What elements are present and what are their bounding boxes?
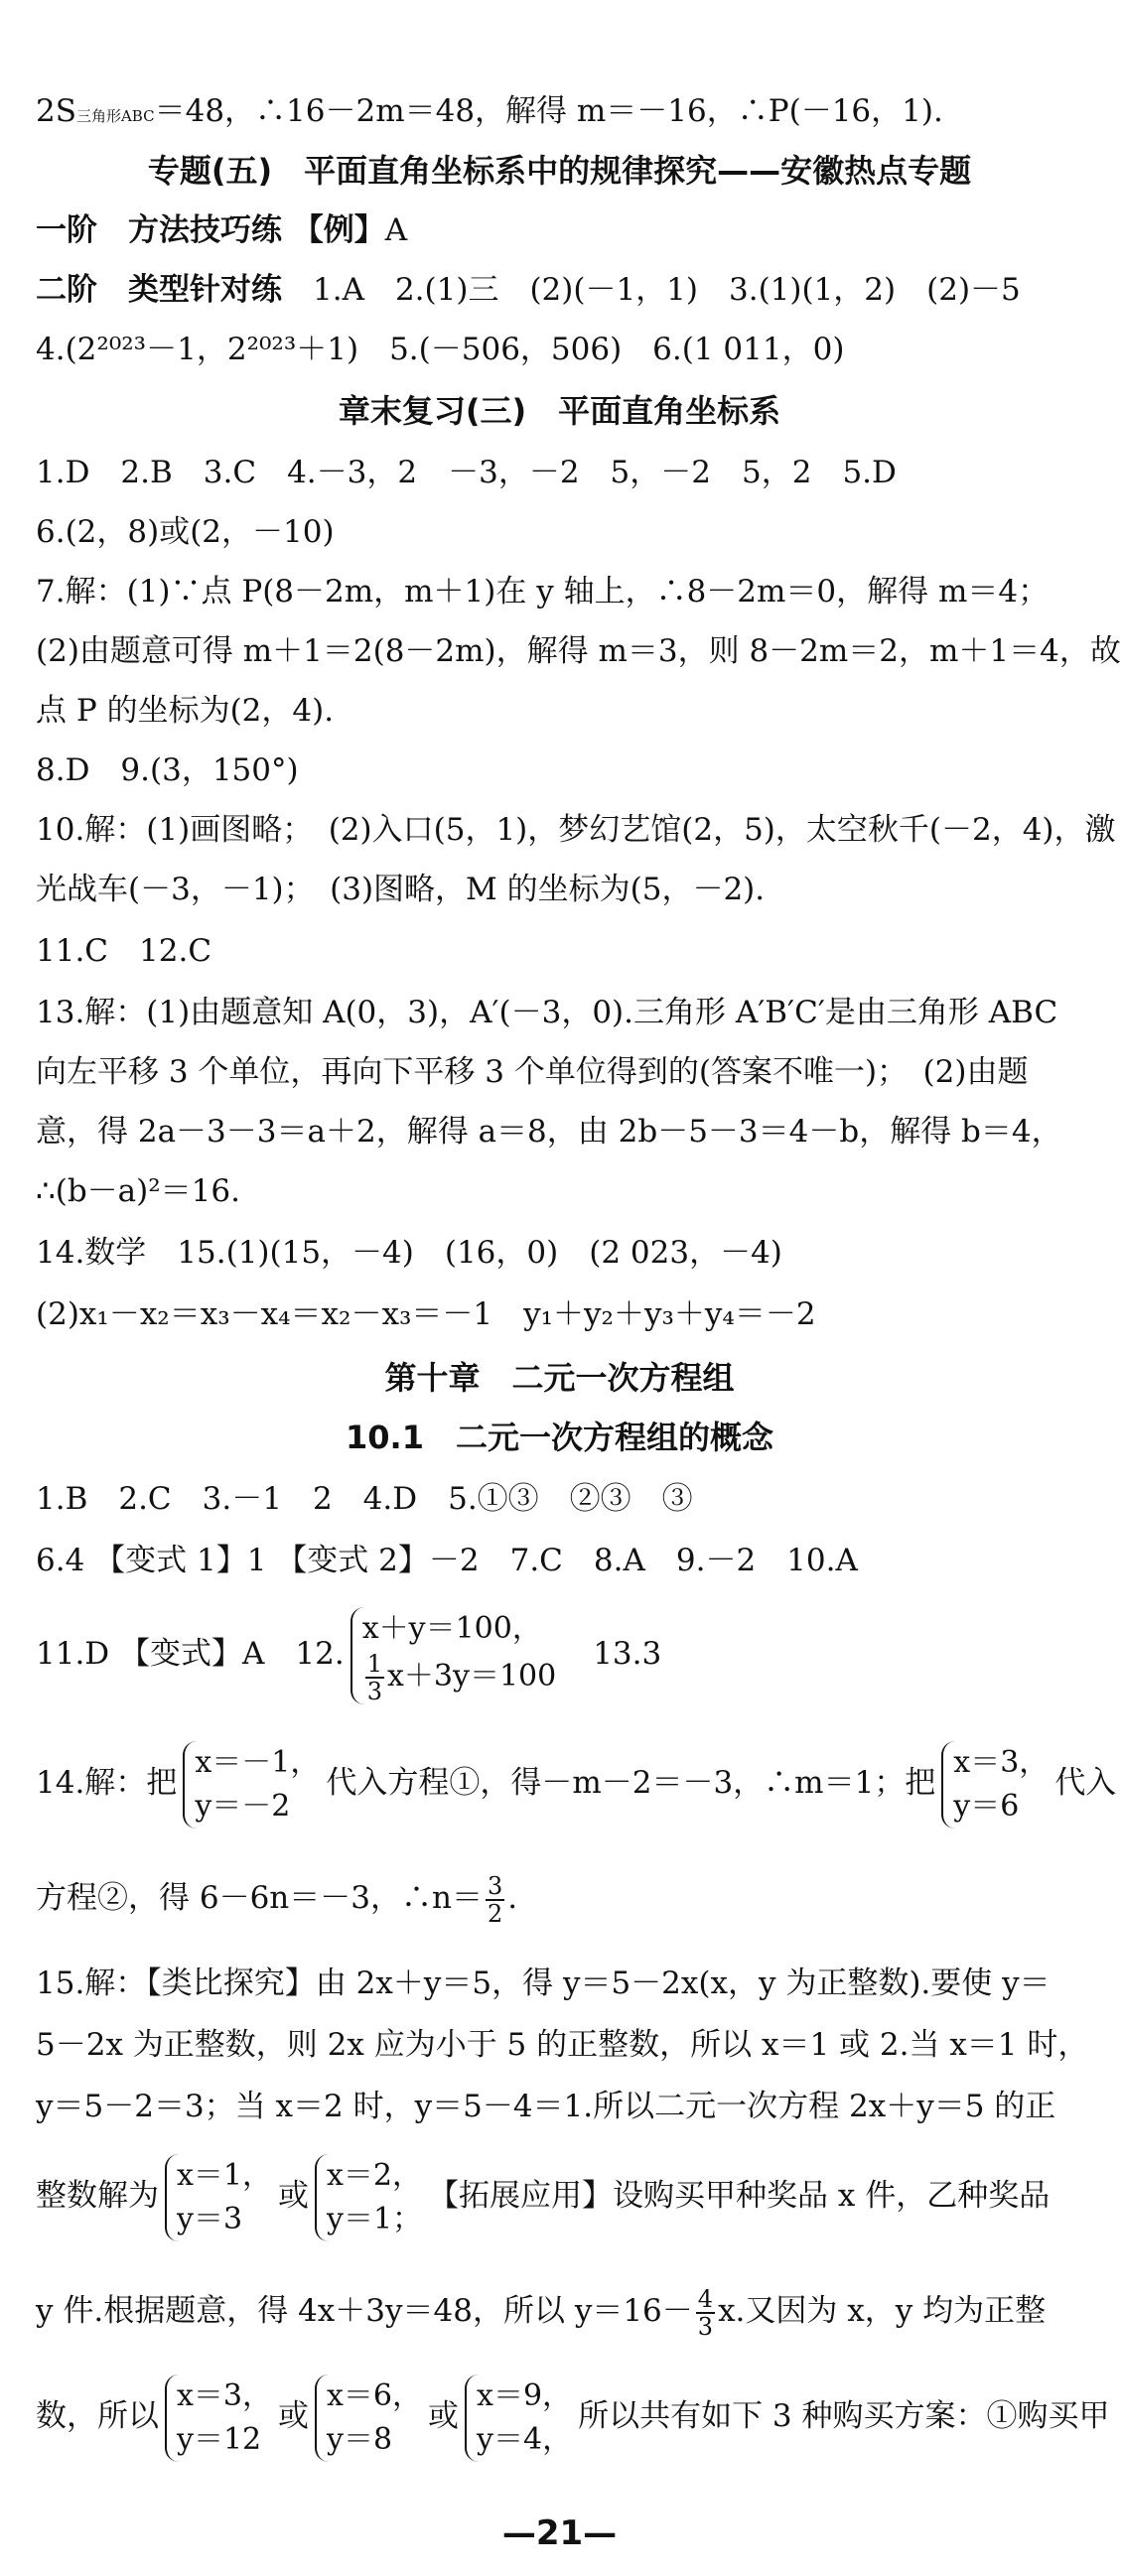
line-answer-15-2: (2)x₁－x₂＝x₃－x₄＝x₂－x₃＝－1 y₁＋y₂＋y₃＋y₄＝－2 [36,1296,816,1332]
line-level-one: 一阶 方法技巧练 【例】A [36,212,408,248]
fraction: $\frac{3}{2}$ [487,1871,503,1928]
chapter-ten-heading: 第十章 二元一次方程组 [384,1359,735,1397]
equation-system: x＝1， y＝3 [165,2154,272,2241]
line-level-two: 二阶 类型针对练 1.A 2.(1)三 (2)(－1，1) 3.(1)(1，2) (2)－5 [36,272,1021,308]
equation-system: x＝3， y＝6 [941,1741,1049,1829]
line-answers-4-6: 4.(2²⁰²³－1，2²⁰²³＋1) 5.(－506，506) 6.(1 011，0) [36,332,845,367]
line-solution-15b: 5－2x 为正整数，则 2x 应为小于 5 的正整数，所以 x＝1 或 2.当 x＝1 时， [36,2027,1089,2063]
topic-heading: 专题(五) 平面直角坐标系中的规律探究——安徽热点专题 [147,152,972,190]
line-solution-13c: 意，得 2a－3－3＝a＋2，解得 a＝8，由 2b－5－3＝4－b，解得 b＝4， [36,1114,1062,1150]
line-solution-10a: 10.解：(1)画图略； (2)入口(5，1)，梦幻艺馆(2，5)，太空秋千(－2，4)，激 [36,812,1116,848]
line-answers-1-5: 1.D 2.B 3.C 4.－3，2 －3，－2 5，－2 5，2 5.D [36,455,897,490]
line-solution-15e: y 件.根据题意，得 4x＋3y＝48，所以 y＝16－ $\frac{4}{3}$ x.又因为 x，y 均为正整 [36,2284,1047,2341]
line-solution-14b: 方程②，得 6－6n＝－3，∴n＝ $\frac{3}{2}$ . [36,1871,518,1928]
chapter-review-heading: 章末复习(三) 平面直角坐标系 [338,392,781,430]
equation-system: x＝3， y＝12 [165,2374,272,2462]
line-answer-6: 6.(2，8)或(2，－10) [36,514,335,550]
section-heading: 10.1 二元一次方程组的概念 [346,1419,773,1456]
line-solution-15c: y＝5－2＝3；当 x＝2 时，y＝5－4＝1.所以二元一次方程 2x＋y＝5 的正 [36,2089,1056,2124]
line-solution-13a: 13.解：(1)由题意知 A(0，3)，A′(－3，0).三角形 A′B′C′是由三角形 ABC [36,995,1058,1030]
line-solution-15d: 整数解为 x＝1， y＝3 或 x＝2， y＝1； 【拓展应用】设购买甲种奖品 x 件，乙种奖品 [36,2146,1089,2255]
line-solution-7b: (2)由题意可得 m＋1＝2(8－2m)，解得 m＝3，则 8－2m＝2，m＋1＝4，故 [36,633,1121,669]
fraction: $\frac{1}{3}$ [366,1649,382,1705]
fraction: $\frac{4}{3}$ [697,2284,714,2341]
line-area-solution: 2S三角形ABC＝48，∴16－2m＝48，解得 m＝－16，∴P(－16，1). [36,93,943,129]
equation-system: x＝9， y＝4， [465,2374,572,2462]
line-answers-14-15: 14.数学 15.(1)(15，－4) (16，0) (2 023，－4) [36,1235,782,1271]
line-solution-10b: 光战车(－3，－1)； (3)图略，M 的坐标为(5，－2). [36,872,766,907]
line-solution-15f: 数，所以 x＝3， y＝12 或 x＝6， y＝8 或 x＝9， y＝4， 所以共有如下 3 种购买方案：①购买甲 [36,2367,1089,2476]
equation-system: x＋y＝100， $\frac{1}{3}$ x＋3y＝100 [350,1607,557,1704]
equation-system: x＝6， y＝8 [315,2374,422,2462]
line-answers-11-12: 11.C 12.C [36,933,212,969]
line-answers-6-10: 6.4 【变式 1】1 【变式 2】－2 7.C 8.A 9.－2 10.A [36,1543,858,1578]
line-answers-11-13: 11.D 【变式】A 12. x＋y＝100， $\frac{1}{3}$ x＋3y＝100 13.3 [36,1594,1089,1723]
line-solution-15a: 15.解：【类比探究】由 2x＋y＝5，得 y＝5－2x(x，y 为正整数).要使 y＝ [36,1966,1051,2001]
page-number: —21— [501,2513,618,2553]
line-solution-14a: 14.解：把 x＝－1， y＝－2 代入方程①，得－m－2＝－3，∴m＝1；把 x＝3， y＝6 代入 [36,1733,1089,1842]
line-solution-13b: 向左平移 3 个单位，再向下平移 3 个单位得到的(答案不唯一)； (2)由题 [36,1054,1029,1090]
equation-system: x＝2， y＝1； [315,2154,422,2241]
line-solution-13d: ∴(b－a)²＝16. [36,1173,240,1209]
line-solution-7a: 7.解：(1)∵点 P(8－2m，m＋1)在 y 轴上，∴8－2m＝0，解得 m＝4； [36,574,1050,610]
line-solution-7c: 点 P 的坐标为(2，4). [36,693,335,729]
line-answers-1-5-sec: 1.B 2.C 3.－1 2 4.D 5.①③ ②③ ③ [36,1481,693,1517]
line-answers-8-9: 8.D 9.(3，150°) [36,752,299,788]
equation-system: x＝－1， y＝－2 [183,1741,320,1829]
